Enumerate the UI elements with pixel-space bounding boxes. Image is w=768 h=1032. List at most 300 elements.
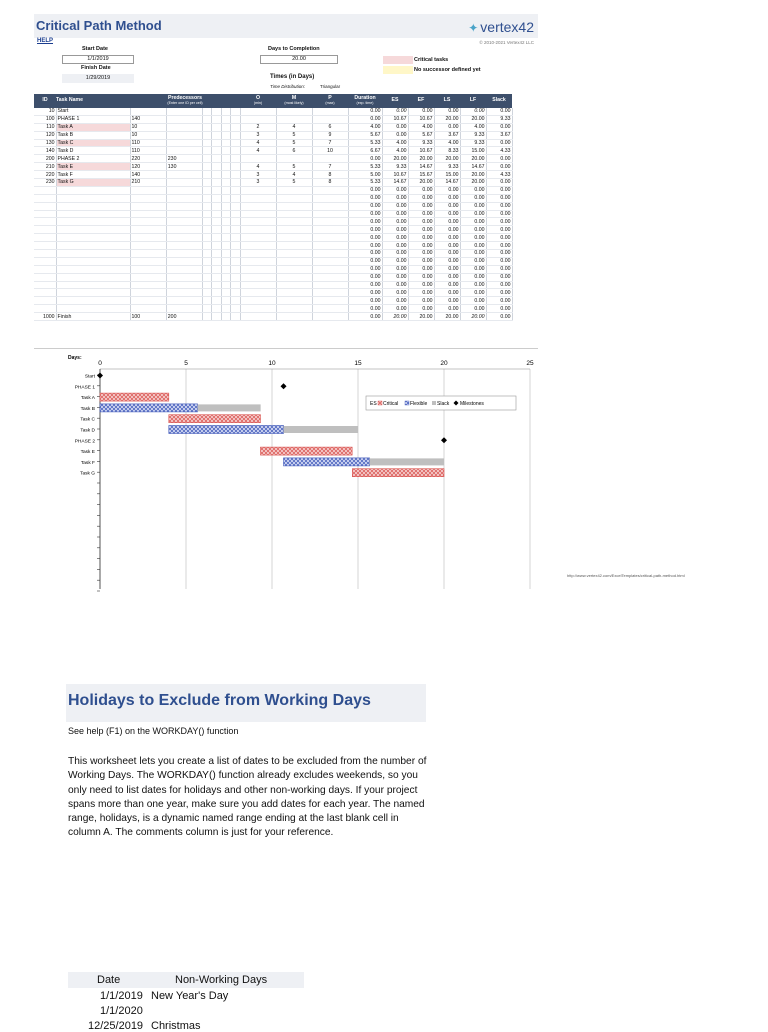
cell-o[interactable] — [240, 155, 276, 163]
cell-task-name[interactable] — [56, 186, 130, 194]
cell-p[interactable] — [312, 281, 348, 289]
cell-id[interactable]: 10 — [34, 108, 56, 115]
cell-m[interactable] — [276, 242, 312, 250]
cell-pred-3[interactable] — [203, 234, 212, 242]
cell-m[interactable] — [276, 297, 312, 305]
cell-pred-5[interactable] — [221, 273, 230, 281]
cell-id[interactable]: 100 — [34, 115, 56, 123]
cell-pred-1[interactable]: 210 — [130, 179, 166, 187]
cell-id[interactable]: 200 — [34, 155, 56, 163]
cell-o[interactable] — [240, 297, 276, 305]
cell-pred-2[interactable] — [166, 123, 202, 131]
cell-task-name[interactable] — [56, 210, 130, 218]
cell-m[interactable] — [276, 210, 312, 218]
cell-m[interactable]: 6 — [276, 147, 312, 155]
cell-pred-4[interactable] — [212, 273, 221, 281]
holiday-note-1[interactable]: New Year's Day — [151, 990, 229, 1002]
cell-pred-4[interactable] — [212, 186, 221, 194]
cell-pred-6[interactable] — [231, 250, 240, 258]
cell-m[interactable] — [276, 115, 312, 123]
cell-pred-2[interactable] — [166, 210, 202, 218]
cell-m[interactable] — [276, 155, 312, 163]
cell-task-name[interactable] — [56, 281, 130, 289]
cell-pred-3[interactable] — [203, 179, 212, 187]
cell-pred-6[interactable] — [231, 289, 240, 297]
cell-m[interactable] — [276, 250, 312, 258]
cell-p[interactable]: 8 — [312, 171, 348, 179]
cell-pred-5[interactable] — [221, 289, 230, 297]
holiday-date-1[interactable]: 1/1/2019 — [100, 990, 143, 1002]
cell-pred-3[interactable] — [203, 242, 212, 250]
cell-pred-5[interactable] — [221, 171, 230, 179]
cell-pred-1[interactable] — [130, 289, 166, 297]
cell-pred-5[interactable] — [221, 115, 230, 123]
cell-o[interactable] — [240, 273, 276, 281]
cell-pred-3[interactable] — [203, 289, 212, 297]
cell-pred-6[interactable] — [231, 226, 240, 234]
cell-p[interactable] — [312, 313, 348, 321]
cell-pred-6[interactable] — [231, 163, 240, 171]
cell-pred-2[interactable] — [166, 131, 202, 139]
cell-o[interactable] — [240, 194, 276, 202]
cell-pred-5[interactable] — [221, 163, 230, 171]
cell-task-name[interactable]: PHASE 1 — [56, 115, 130, 123]
cell-id[interactable] — [34, 257, 56, 265]
cell-o[interactable]: 3 — [240, 171, 276, 179]
cell-task-name[interactable] — [56, 289, 130, 297]
cell-pred-1[interactable]: 220 — [130, 155, 166, 163]
cell-pred-1[interactable]: 10 — [130, 131, 166, 139]
cell-pred-2[interactable] — [166, 171, 202, 179]
cell-m[interactable] — [276, 108, 312, 115]
cell-o[interactable]: 4 — [240, 163, 276, 171]
cell-pred-1[interactable] — [130, 186, 166, 194]
cell-pred-4[interactable] — [212, 108, 221, 115]
cell-task-name[interactable]: Task C — [56, 139, 130, 147]
holiday-date-2[interactable]: 1/1/2020 — [100, 1005, 143, 1017]
cell-o[interactable]: 2 — [240, 123, 276, 131]
cell-p[interactable] — [312, 234, 348, 242]
cell-o[interactable] — [240, 250, 276, 258]
cell-pred-3[interactable] — [203, 218, 212, 226]
cell-pred-2[interactable]: 200 — [166, 313, 202, 321]
cell-pred-4[interactable] — [212, 234, 221, 242]
cell-pred-5[interactable] — [221, 297, 230, 305]
cell-pred-2[interactable] — [166, 194, 202, 202]
cell-task-name[interactable]: Task B — [56, 131, 130, 139]
cell-pred-6[interactable] — [231, 242, 240, 250]
cell-pred-2[interactable] — [166, 234, 202, 242]
cell-pred-2[interactable] — [166, 139, 202, 147]
cell-id[interactable] — [34, 234, 56, 242]
cell-p[interactable] — [312, 210, 348, 218]
cell-pred-2[interactable] — [166, 115, 202, 123]
cell-pred-1[interactable]: 120 — [130, 163, 166, 171]
cell-pred-3[interactable] — [203, 226, 212, 234]
cell-pred-1[interactable] — [130, 226, 166, 234]
cell-pred-1[interactable] — [130, 305, 166, 313]
cell-p[interactable] — [312, 186, 348, 194]
cell-m[interactable]: 4 — [276, 171, 312, 179]
cell-pred-1[interactable]: 100 — [130, 313, 166, 321]
cell-pred-4[interactable] — [212, 115, 221, 123]
cell-pred-1[interactable] — [130, 273, 166, 281]
cell-pred-4[interactable] — [212, 171, 221, 179]
cell-task-name[interactable]: Task E — [56, 163, 130, 171]
cell-p[interactable]: 9 — [312, 131, 348, 139]
cell-pred-6[interactable] — [231, 139, 240, 147]
cell-pred-6[interactable] — [231, 171, 240, 179]
cell-pred-5[interactable] — [221, 265, 230, 273]
cell-pred-2[interactable] — [166, 297, 202, 305]
cell-o[interactable] — [240, 186, 276, 194]
cell-p[interactable] — [312, 297, 348, 305]
cell-m[interactable] — [276, 305, 312, 313]
cell-pred-6[interactable] — [231, 202, 240, 210]
cell-pred-2[interactable]: 130 — [166, 163, 202, 171]
cell-pred-2[interactable] — [166, 202, 202, 210]
cell-id[interactable] — [34, 194, 56, 202]
cell-pred-6[interactable] — [231, 123, 240, 131]
cell-pred-4[interactable] — [212, 131, 221, 139]
cell-pred-6[interactable] — [231, 281, 240, 289]
help-link[interactable]: HELP — [37, 38, 54, 44]
cell-o[interactable] — [240, 265, 276, 273]
cell-o[interactable] — [240, 281, 276, 289]
cell-p[interactable] — [312, 155, 348, 163]
cell-pred-3[interactable] — [203, 115, 212, 123]
cell-o[interactable] — [240, 242, 276, 250]
cell-id[interactable]: 140 — [34, 147, 56, 155]
cell-task-name[interactable]: Task D — [56, 147, 130, 155]
cell-pred-5[interactable] — [221, 155, 230, 163]
cell-pred-3[interactable] — [203, 265, 212, 273]
cell-pred-2[interactable]: 230 — [166, 155, 202, 163]
cell-pred-3[interactable] — [203, 155, 212, 163]
cell-o[interactable] — [240, 210, 276, 218]
cell-pred-4[interactable] — [212, 202, 221, 210]
cell-pred-3[interactable] — [203, 147, 212, 155]
cell-task-name[interactable] — [56, 194, 130, 202]
cell-p[interactable] — [312, 226, 348, 234]
cell-pred-4[interactable] — [212, 297, 221, 305]
cell-id[interactable]: 130 — [34, 139, 56, 147]
cell-o[interactable] — [240, 289, 276, 297]
cell-pred-6[interactable] — [231, 234, 240, 242]
cell-pred-1[interactable] — [130, 297, 166, 305]
cell-pred-4[interactable] — [212, 250, 221, 258]
cell-id[interactable]: 110 — [34, 123, 56, 131]
cell-task-name[interactable] — [56, 234, 130, 242]
cell-pred-3[interactable] — [203, 108, 212, 115]
cell-pred-4[interactable] — [212, 155, 221, 163]
cell-pred-6[interactable] — [231, 305, 240, 313]
cell-pred-3[interactable] — [203, 297, 212, 305]
cell-task-name[interactable]: Finish — [56, 313, 130, 321]
cell-id[interactable] — [34, 218, 56, 226]
cell-m[interactable] — [276, 226, 312, 234]
holiday-date-3[interactable]: 12/25/2019 — [88, 1020, 144, 1032]
cell-o[interactable] — [240, 257, 276, 265]
cell-pred-5[interactable] — [221, 226, 230, 234]
cell-task-name[interactable] — [56, 226, 130, 234]
cell-pred-5[interactable] — [221, 186, 230, 194]
cell-p[interactable]: 10 — [312, 147, 348, 155]
time-dist-value[interactable]: Triangular — [320, 84, 341, 89]
cell-pred-4[interactable] — [212, 257, 221, 265]
cell-pred-6[interactable] — [231, 297, 240, 305]
cell-pred-3[interactable] — [203, 210, 212, 218]
holiday-note-3[interactable]: Christmas — [151, 1020, 201, 1032]
cell-m[interactable]: 4 — [276, 123, 312, 131]
cell-pred-4[interactable] — [212, 210, 221, 218]
cell-pred-4[interactable] — [212, 123, 221, 131]
cell-task-name[interactable]: Task F — [56, 171, 130, 179]
cell-pred-2[interactable] — [166, 108, 202, 115]
cell-pred-5[interactable] — [221, 202, 230, 210]
cell-pred-5[interactable] — [221, 218, 230, 226]
cell-pred-5[interactable] — [221, 147, 230, 155]
cell-pred-2[interactable] — [166, 289, 202, 297]
cell-pred-6[interactable] — [231, 179, 240, 187]
cell-m[interactable] — [276, 194, 312, 202]
cell-m[interactable] — [276, 265, 312, 273]
cell-pred-1[interactable] — [130, 281, 166, 289]
cell-pred-1[interactable]: 140 — [130, 171, 166, 179]
cell-pred-1[interactable]: 110 — [130, 147, 166, 155]
cell-pred-4[interactable] — [212, 305, 221, 313]
cell-id[interactable]: 220 — [34, 171, 56, 179]
cell-pred-4[interactable] — [212, 147, 221, 155]
cell-task-name[interactable]: Task G — [56, 179, 130, 187]
cell-pred-6[interactable] — [231, 131, 240, 139]
cell-m[interactable] — [276, 281, 312, 289]
cell-o[interactable] — [240, 108, 276, 115]
cell-m[interactable] — [276, 289, 312, 297]
cell-pred-6[interactable] — [231, 265, 240, 273]
cell-o[interactable]: 3 — [240, 131, 276, 139]
cell-pred-5[interactable] — [221, 234, 230, 242]
cell-pred-2[interactable] — [166, 250, 202, 258]
start-date-input[interactable]: 1/1/2019 — [62, 55, 134, 64]
cell-task-name[interactable] — [56, 218, 130, 226]
cell-pred-2[interactable] — [166, 186, 202, 194]
cell-pred-6[interactable] — [231, 194, 240, 202]
cell-pred-4[interactable] — [212, 139, 221, 147]
cell-task-name[interactable] — [56, 297, 130, 305]
cell-task-name[interactable] — [56, 250, 130, 258]
cell-task-name[interactable]: Task A — [56, 123, 130, 131]
cell-pred-5[interactable] — [221, 108, 230, 115]
cell-id[interactable] — [34, 273, 56, 281]
cell-pred-1[interactable] — [130, 234, 166, 242]
cell-task-name[interactable]: PHASE 2 — [56, 155, 130, 163]
cell-pred-3[interactable] — [203, 273, 212, 281]
cell-pred-1[interactable] — [130, 265, 166, 273]
cell-pred-4[interactable] — [212, 265, 221, 273]
cell-pred-2[interactable] — [166, 281, 202, 289]
cell-m[interactable] — [276, 234, 312, 242]
cell-task-name[interactable] — [56, 242, 130, 250]
cell-m[interactable]: 5 — [276, 131, 312, 139]
cell-m[interactable] — [276, 186, 312, 194]
cell-m[interactable]: 5 — [276, 179, 312, 187]
cell-pred-3[interactable] — [203, 194, 212, 202]
cell-p[interactable] — [312, 115, 348, 123]
cell-pred-6[interactable] — [231, 155, 240, 163]
cell-pred-2[interactable] — [166, 218, 202, 226]
cell-pred-4[interactable] — [212, 313, 221, 321]
cell-pred-1[interactable] — [130, 250, 166, 258]
cell-task-name[interactable] — [56, 257, 130, 265]
cell-p[interactable]: 6 — [312, 123, 348, 131]
cell-pred-2[interactable] — [166, 257, 202, 265]
cell-pred-3[interactable] — [203, 313, 212, 321]
cell-pred-3[interactable] — [203, 186, 212, 194]
cell-p[interactable] — [312, 202, 348, 210]
cell-pred-5[interactable] — [221, 281, 230, 289]
cell-p[interactable] — [312, 265, 348, 273]
cell-pred-5[interactable] — [221, 257, 230, 265]
cell-id[interactable]: 230 — [34, 179, 56, 187]
cell-pred-3[interactable] — [203, 281, 212, 289]
cell-pred-3[interactable] — [203, 131, 212, 139]
cell-id[interactable] — [34, 265, 56, 273]
cell-p[interactable] — [312, 218, 348, 226]
cell-pred-3[interactable] — [203, 202, 212, 210]
cell-pred-6[interactable] — [231, 186, 240, 194]
cell-pred-1[interactable]: 10 — [130, 123, 166, 131]
cell-pred-2[interactable] — [166, 242, 202, 250]
cell-task-name[interactable]: Start — [56, 108, 130, 115]
cell-id[interactable] — [34, 305, 56, 313]
cell-o[interactable] — [240, 218, 276, 226]
cell-id[interactable]: 120 — [34, 131, 56, 139]
cell-pred-5[interactable] — [221, 210, 230, 218]
cell-m[interactable]: 5 — [276, 163, 312, 171]
cell-p[interactable] — [312, 257, 348, 265]
cell-pred-6[interactable] — [231, 147, 240, 155]
cell-pred-6[interactable] — [231, 115, 240, 123]
cell-pred-6[interactable] — [231, 210, 240, 218]
cell-pred-1[interactable] — [130, 108, 166, 115]
cell-o[interactable] — [240, 115, 276, 123]
cell-p[interactable] — [312, 250, 348, 258]
cell-m[interactable] — [276, 218, 312, 226]
cell-pred-4[interactable] — [212, 218, 221, 226]
cell-id[interactable]: 1000 — [34, 313, 56, 321]
cell-id[interactable] — [34, 210, 56, 218]
cell-pred-3[interactable] — [203, 123, 212, 131]
cell-pred-5[interactable] — [221, 194, 230, 202]
cell-pred-1[interactable] — [130, 210, 166, 218]
cell-p[interactable] — [312, 242, 348, 250]
cell-pred-6[interactable] — [231, 108, 240, 115]
cell-pred-2[interactable] — [166, 226, 202, 234]
cell-o[interactable] — [240, 226, 276, 234]
cell-m[interactable] — [276, 202, 312, 210]
cell-pred-1[interactable]: 110 — [130, 139, 166, 147]
cell-m[interactable] — [276, 273, 312, 281]
cell-o[interactable]: 4 — [240, 139, 276, 147]
cell-pred-4[interactable] — [212, 242, 221, 250]
cell-pred-4[interactable] — [212, 163, 221, 171]
cell-m[interactable] — [276, 257, 312, 265]
cell-pred-5[interactable] — [221, 242, 230, 250]
cell-id[interactable] — [34, 289, 56, 297]
cell-p[interactable] — [312, 194, 348, 202]
cell-pred-6[interactable] — [231, 313, 240, 321]
cell-pred-3[interactable] — [203, 305, 212, 313]
cell-m[interactable]: 5 — [276, 139, 312, 147]
cell-id[interactable] — [34, 297, 56, 305]
cell-pred-2[interactable] — [166, 147, 202, 155]
cell-id[interactable]: 210 — [34, 163, 56, 171]
cell-pred-5[interactable] — [221, 313, 230, 321]
cell-p[interactable]: 7 — [312, 163, 348, 171]
cell-task-name[interactable] — [56, 305, 130, 313]
cell-pred-4[interactable] — [212, 179, 221, 187]
cell-o[interactable]: 3 — [240, 179, 276, 187]
cell-pred-2[interactable] — [166, 273, 202, 281]
cell-m[interactable] — [276, 313, 312, 321]
cell-o[interactable] — [240, 305, 276, 313]
cell-pred-4[interactable] — [212, 289, 221, 297]
cell-pred-6[interactable] — [231, 218, 240, 226]
cell-pred-3[interactable] — [203, 250, 212, 258]
cell-pred-4[interactable] — [212, 281, 221, 289]
cell-o[interactable]: 4 — [240, 147, 276, 155]
cell-id[interactable] — [34, 281, 56, 289]
cell-id[interactable] — [34, 186, 56, 194]
cell-pred-3[interactable] — [203, 171, 212, 179]
cell-pred-1[interactable] — [130, 194, 166, 202]
cell-o[interactable] — [240, 313, 276, 321]
cell-pred-6[interactable] — [231, 257, 240, 265]
cell-task-name[interactable] — [56, 273, 130, 281]
cell-id[interactable] — [34, 226, 56, 234]
cell-id[interactable] — [34, 250, 56, 258]
cell-pred-1[interactable]: 140 — [130, 115, 166, 123]
cell-pred-1[interactable] — [130, 202, 166, 210]
cell-pred-5[interactable] — [221, 305, 230, 313]
cell-pred-5[interactable] — [221, 131, 230, 139]
cell-p[interactable] — [312, 305, 348, 313]
cell-p[interactable]: 8 — [312, 179, 348, 187]
cell-pred-6[interactable] — [231, 273, 240, 281]
cell-pred-4[interactable] — [212, 194, 221, 202]
cell-pred-5[interactable] — [221, 139, 230, 147]
cell-id[interactable] — [34, 202, 56, 210]
cell-task-name[interactable] — [56, 202, 130, 210]
cell-pred-5[interactable] — [221, 250, 230, 258]
cell-o[interactable] — [240, 202, 276, 210]
template-url[interactable]: http://www.vertex42.com/ExcelTemplates/critical-path-method.html — [567, 573, 685, 578]
cell-pred-2[interactable] — [166, 179, 202, 187]
cell-p[interactable] — [312, 108, 348, 115]
cell-pred-4[interactable] — [212, 226, 221, 234]
cell-pred-1[interactable] — [130, 218, 166, 226]
cell-pred-5[interactable] — [221, 123, 230, 131]
cell-pred-2[interactable] — [166, 305, 202, 313]
cell-pred-3[interactable] — [203, 163, 212, 171]
cell-o[interactable] — [240, 234, 276, 242]
cell-pred-2[interactable] — [166, 265, 202, 273]
cell-pred-1[interactable] — [130, 257, 166, 265]
cell-p[interactable]: 7 — [312, 139, 348, 147]
cell-p[interactable] — [312, 289, 348, 297]
cell-task-name[interactable] — [56, 265, 130, 273]
